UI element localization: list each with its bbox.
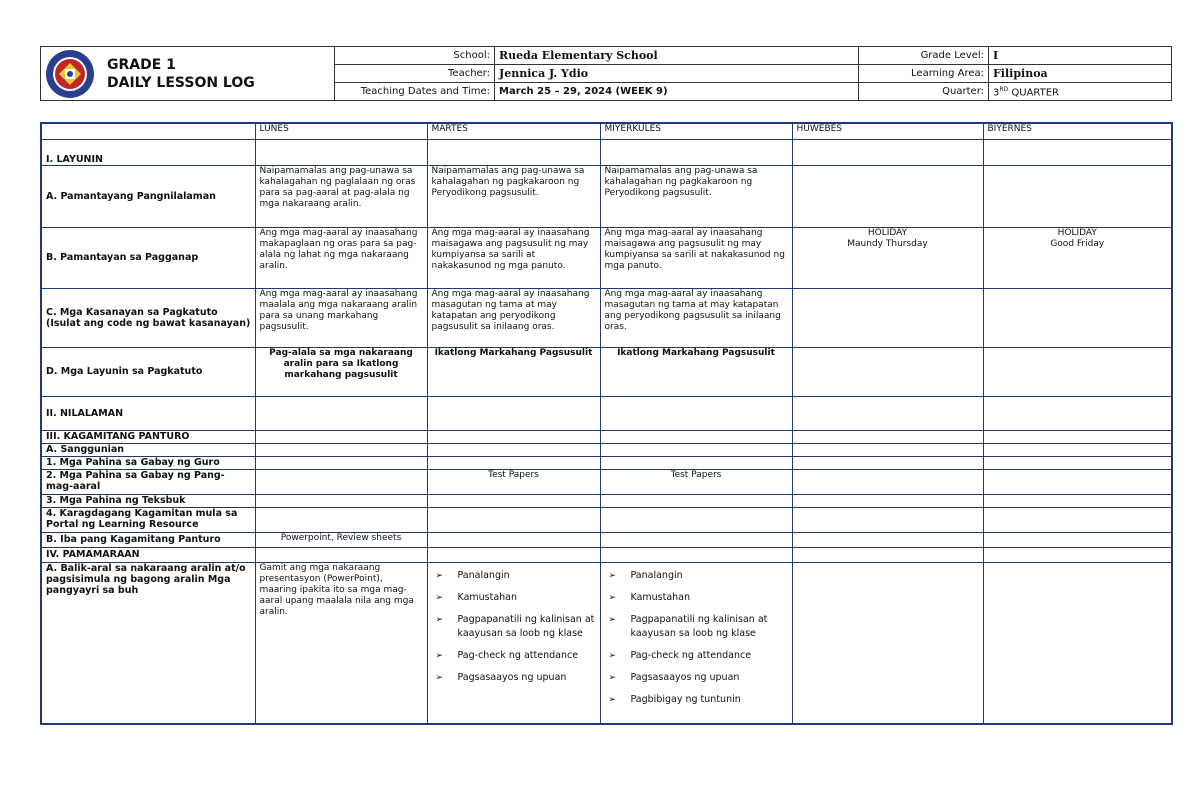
cell-text: Powerpoint, Review sheets [255, 532, 427, 547]
title-daily-lesson-log: DAILY LESSON LOG [107, 74, 255, 91]
section-layunin: I. LAYUNIN [41, 139, 255, 165]
table-row [41, 396, 1172, 430]
header-table [40, 46, 1172, 101]
table-row [41, 562, 1172, 724]
cell-text: Test Papers [427, 469, 600, 494]
list-item: ➢ Panalangin [436, 569, 596, 583]
table-row [41, 532, 1172, 547]
row-label: A. Sanggunian [41, 443, 255, 456]
holiday-thursday: HOLIDAY Maundy Thursday [792, 227, 983, 288]
school-value: Rueda Elementary School [495, 47, 859, 65]
day-header: HUWEBES [792, 123, 983, 139]
learning-area-label: Learning Area: [859, 65, 989, 83]
list-item: ➢ Panalangin [609, 569, 788, 583]
cell-text: Pag-alala sa mga nakaraang aralin para sa Ikatlong markahang pagsusulit [255, 347, 427, 396]
section-pamamaraan: IV. PAMAMARAAN [41, 547, 255, 562]
header-logo-cell [41, 47, 335, 101]
cell-text: Gamit ang mga nakaraang presentasyon (PowerPoint), maaring ipakita ito sa mga mag-aaral upang maalala nila ang mga aralin. [255, 562, 427, 724]
day-header: MARTES [427, 123, 600, 139]
cell-text: Ang mga mag-aaral ay inaasahang masagutan ng tama at may katapatan ang peryodikong pagsusulit sa inilaang oras. [427, 288, 600, 347]
table-row [41, 165, 1172, 227]
school-label: School: [335, 47, 495, 65]
table-row [41, 139, 1172, 165]
row-label: A. Pamantayang Pangnilalaman [41, 165, 255, 227]
day-header: BIYERNES [983, 123, 1172, 139]
list-item: ➢ Pagpapanatili ng kalinisan at kaayusan sa loob ng klase [436, 613, 596, 641]
grade-level-value: I [989, 47, 1172, 65]
table-row [41, 288, 1172, 347]
cell-text: Naipamamalas ang pag-unawa sa kahalagahan ng pagkakaroon ng Peryodikong pagsusulit. [427, 165, 600, 227]
day-header: MIYERKULES [600, 123, 792, 139]
row-label: 2. Mga Pahina sa Gabay ng Pang-mag-aaral [41, 469, 255, 494]
table-row [41, 123, 1172, 139]
table-row [41, 443, 1172, 456]
learning-area-value: Filipinoa [989, 65, 1172, 83]
list-item: ➢ Pag-check ng attendance [609, 649, 788, 663]
holiday-friday: HOLIDAY Good Friday [983, 227, 1172, 288]
cell-list [600, 562, 792, 724]
cell-text: Ikatlong Markahang Pagsusulit [427, 347, 600, 396]
row-label: 1. Mga Pahina sa Gabay ng Guro [41, 456, 255, 469]
row-label: 4. Karagdagang Kagamitan mula sa Portal ng Learning Resource [41, 507, 255, 532]
cell-list [427, 562, 600, 724]
section-nilalaman: II. NILALAMAN [41, 396, 255, 430]
table-row [41, 456, 1172, 469]
list-item: ➢ Pagbibigay ng tuntunin [609, 693, 788, 707]
quarter-value: 3RD QUARTER [989, 83, 1172, 101]
table-row [41, 469, 1172, 494]
table-row [41, 227, 1172, 288]
dates-label: Teaching Dates and Time: [335, 83, 495, 101]
row-label: 3. Mga Pahina ng Teksbuk [41, 494, 255, 507]
list-item: ➢ Kamustahan [436, 591, 596, 605]
list-item: ➢ Pagsasaayos ng upuan [609, 671, 788, 685]
section-kagamitan: III. KAGAMITANG PANTURO [41, 430, 255, 443]
cell-text: Test Papers [600, 469, 792, 494]
cell-text: Ang mga mag-aaral ay inaasahang makapaglaan ng oras para sa pag-alala ng lahat ng mga nakaraang aralin. [255, 227, 427, 288]
row-label: B. Pamantayan sa Pagganap [41, 227, 255, 288]
dates-value: March 25 – 29, 2024 (WEEK 9) [495, 83, 859, 101]
table-row [41, 494, 1172, 507]
list-item: ➢ Kamustahan [609, 591, 788, 605]
cell-text: Ang mga mag-aaral ay inaasahang maisagawa ang pagsusulit ng may kumpiyansa sa sarili at nakakasunod ng mga panuto. [600, 227, 792, 288]
lesson-log-table [40, 122, 1173, 725]
corner-cell [41, 123, 255, 139]
table-row [41, 430, 1172, 443]
routine-list [432, 569, 596, 685]
cell-text: Naipamamalas ang pag-unawa sa kahalagahan ng pagkakaroon ng Peryodikong pagsusulit. [600, 165, 792, 227]
row-label: D. Mga Layunin sa Pagkatuto [41, 347, 255, 396]
list-item: ➢ Pagsasaayos ng upuan [436, 671, 596, 685]
list-item: ➢ Pagpapanatili ng kalinisan at kaayusan sa loob ng klase [609, 613, 788, 641]
quarter-label: Quarter: [859, 83, 989, 101]
teacher-label: Teacher: [335, 65, 495, 83]
cell-text: Ang mga mag-aaral ay inaasahang maalala ang mga nakaraang aralin para sa unang markahang pagsusulit. [255, 288, 427, 347]
grade-level-label: Grade Level: [859, 47, 989, 65]
table-row [41, 347, 1172, 396]
teacher-value: Jennica J. Ydio [495, 65, 859, 83]
cell-text: Ang mga mag-aaral ay inaasahang masagutan ng tama at may katapatan ang peryodikong pagsusulit sa inilaang oras. [600, 288, 792, 347]
row-label: C. Mga Kasanayan sa Pagkatuto (Isulat ang code ng bawat kasanayan) [41, 288, 255, 347]
table-row [41, 507, 1172, 532]
row-label: B. Iba pang Kagamitang Panturo [41, 532, 255, 547]
cell-text: Naipamamalas ang pag-unawa sa kahalagahan ng paglalaan ng oras para sa pag-aaral at pag-alala ng mga nakaraang aralin. [255, 165, 427, 227]
title-grade: GRADE 1 [107, 56, 176, 73]
deped-seal-icon [45, 49, 95, 99]
table-row [41, 547, 1172, 562]
cell-text: Ikatlong Markahang Pagsusulit [600, 347, 792, 396]
row-label: A. Balik-aral sa nakaraang aralin at/o pagsisimula ng bagong aralin Mga pangyayri sa buh [41, 562, 255, 724]
list-item: ➢ Pag-check ng attendance [436, 649, 596, 663]
day-header: LUNES [255, 123, 427, 139]
cell-text: Ang mga mag-aaral ay inaasahang maisagawa ang pagsusulit ng may kumpiyansa sa sarili at nakakasunod ng mga panuto. [427, 227, 600, 288]
routine-list [605, 569, 788, 707]
